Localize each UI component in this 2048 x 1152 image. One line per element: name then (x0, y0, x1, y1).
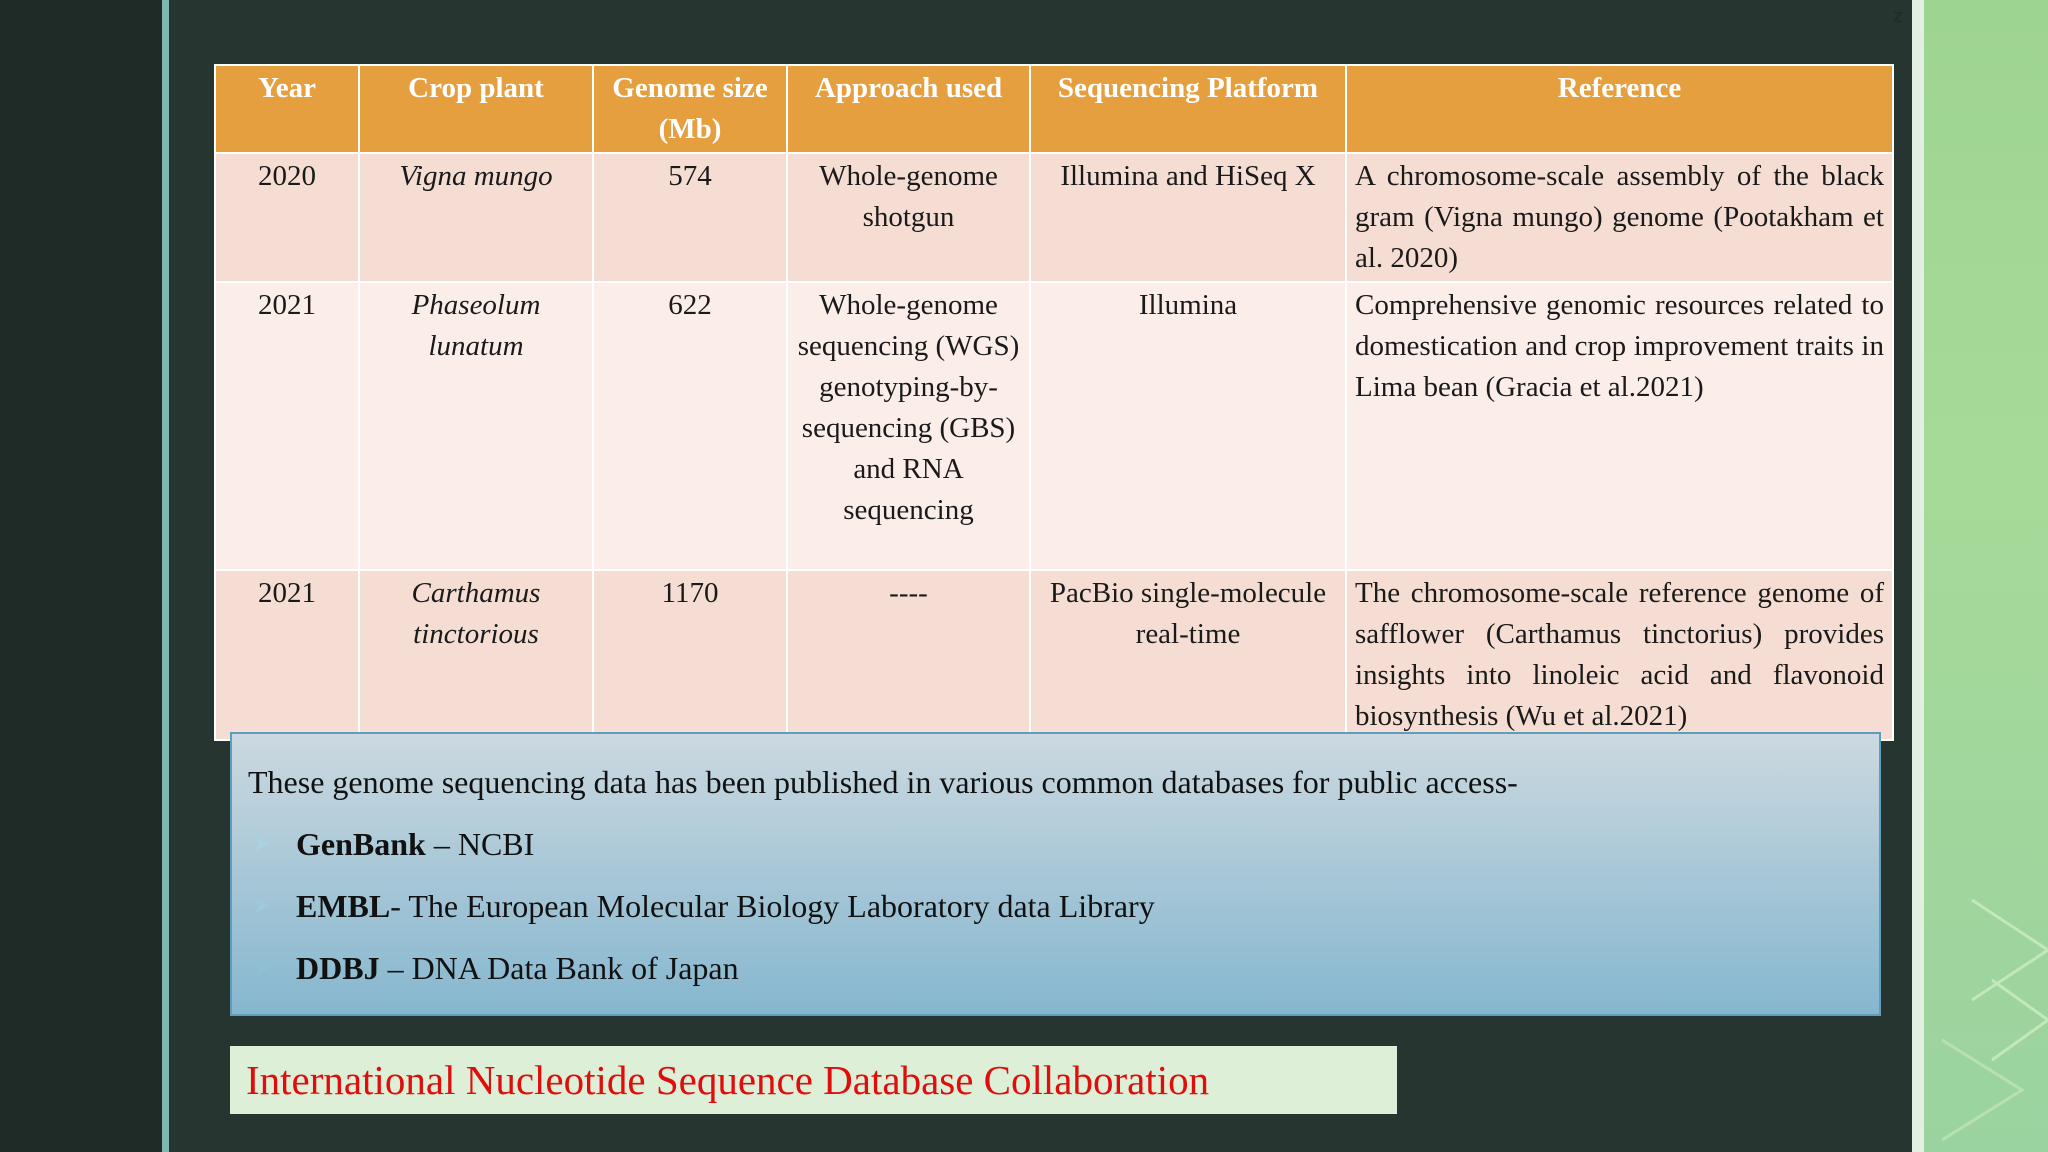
chevron-decor-icon (1912, 0, 2048, 1152)
header-approach: Approach used (787, 65, 1030, 153)
database-name: EMBL (296, 888, 391, 924)
cell-approach: ---- (787, 570, 1030, 740)
cell-reference: Comprehensive genomic resources related to domestication and crop improvement traits in Lima bean (Gracia et al.2021) (1346, 282, 1893, 570)
database-description: – DNA Data Bank of Japan (379, 950, 739, 986)
cell-approach: Whole-genome shotgun (787, 153, 1030, 282)
database-item-genbank (296, 826, 534, 863)
database-info-box (230, 732, 1881, 1016)
corner-z-mark: z (1893, 6, 1903, 27)
table-header-row (215, 65, 1893, 153)
database-item-ddbj (296, 950, 739, 987)
cell-reference: The chromosome-scale reference genome of safflower (Carthamus tinctorius) provides insights into linoleic acid and flavonoid biosynthesis (Wu et al.2021) (1346, 570, 1893, 740)
database-description: – NCBI (425, 826, 535, 862)
database-item-embl (296, 888, 1155, 925)
left-accent-rule (162, 0, 169, 1152)
header-year: Year (215, 65, 359, 153)
cell-approach: Whole-genome sequencing (WGS) genotyping-by-sequencing (GBS) and RNA sequencing (787, 282, 1030, 570)
cell-crop: Carthamus tinctorious (359, 570, 593, 740)
cell-reference: A chromosome-scale assembly of the black gram (Vigna mungo) genome (Pootakham et al. 2020) (1346, 153, 1893, 282)
cell-year: 2021 (215, 570, 359, 740)
database-description: - The European Molecular Biology Laboratory data Library (390, 888, 1155, 924)
table-row (215, 153, 1893, 282)
header-platform: Sequencing Platform (1030, 65, 1346, 153)
cell-platform: Illumina (1030, 282, 1346, 570)
cell-size: 622 (593, 282, 787, 570)
cell-size: 574 (593, 153, 787, 282)
header-crop-plant: Crop plant (359, 65, 593, 153)
database-intro-text: These genome sequencing data has been published in various common databases for public access- (248, 764, 1518, 800)
arrow-bullet-icon (252, 896, 272, 916)
cell-platform: Illumina and HiSeq X (1030, 153, 1346, 282)
arrow-bullet-icon (252, 958, 272, 978)
cell-crop: Phaseolum lunatum (359, 282, 593, 570)
genome-table (214, 64, 1894, 741)
cell-year: 2021 (215, 282, 359, 570)
arrow-bullet-icon (252, 834, 272, 854)
cell-size: 1170 (593, 570, 787, 740)
database-name: GenBank (296, 826, 426, 862)
left-background-band (0, 0, 162, 1152)
table-row (215, 570, 1893, 740)
insdc-banner: International Nucleotide Sequence Database Collaboration (230, 1046, 1397, 1114)
table-row (215, 282, 1893, 570)
cell-year: 2020 (215, 153, 359, 282)
right-decor-panel (1912, 0, 2048, 1152)
header-reference: Reference (1346, 65, 1893, 153)
cell-platform: PacBio single-molecule real-time (1030, 570, 1346, 740)
header-genome-size: Genome size (Mb) (593, 65, 787, 153)
database-name: DDBJ (296, 950, 380, 986)
cell-crop: Vigna mungo (359, 153, 593, 282)
